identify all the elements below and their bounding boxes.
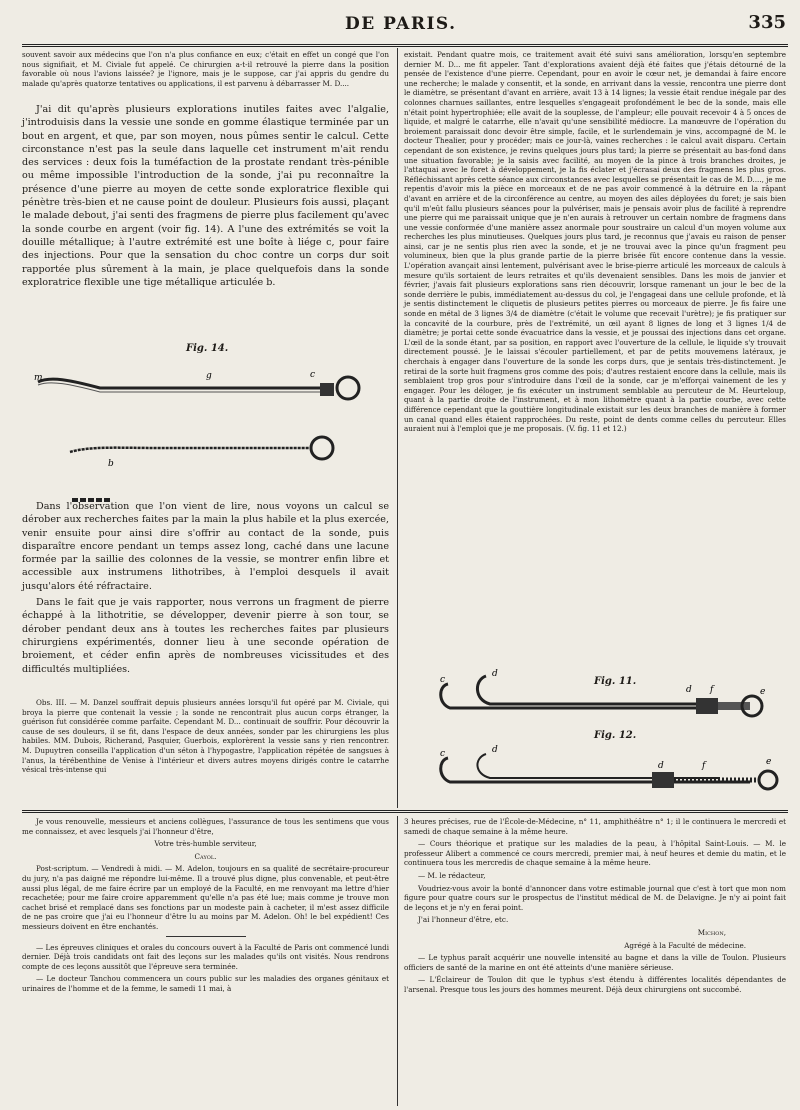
fig12-label-e: e bbox=[766, 757, 772, 767]
left-column-main bbox=[22, 103, 389, 292]
figure-11-caption: Fig. 11. bbox=[594, 676, 637, 687]
left-column-lower bbox=[22, 500, 389, 679]
figure-12-caption: Fig. 12. bbox=[594, 730, 637, 741]
left-paragraph-0: souvent savoir aux médecins que l'on n'a plus confiance en eux; c'était en effet un congé que l'on nous signifiait, et M. Civiale fut appelé. Ce chirurgien a-t-il retrouvé la pierre dans la position favorable où nous l'avions laissée? je l'ignore, mais je le suppose, car j'ai appris du gendre du malade qu'après quatorze tentatives ou applications, il est parvenu à débarrasser M. D.... bbox=[22, 50, 389, 88]
left-column-top bbox=[22, 50, 389, 91]
fig12-label-d2: d bbox=[658, 761, 664, 771]
left-paragraph-2: Dans l'observation que l'on vient de lire, nous voyons un calcul se dérober aux recherches faites par la main la plus habile et la plus exercée, venir ensuite pour ainsi dire s'offrir au contact de la sonde, puis disparaître encore pendant un temps assez long, caché dans une lacune formée par la saillie des colonnes de la vessie, se montrer enfin libre et accessible aux instrumens lithotribes, à l'emploi desquels il avait jusqu'alors été réfractaire. bbox=[22, 501, 389, 592]
left-paragraph-1: J'ai dit qu'après plusieurs explorations inutiles faites avec l'algalie, j'introduisis dans la vessie une sonde en gomme élastique terminée par un bout en argent, et que, par son moyen, nous pûmes sentir le calcul. Cette circonstance n'est pas la seule dans laquelle cet instrument m'ait rendu des services : deux fois la tuméfaction de la prostate rendant très-pénible ou même impossible l'introduction de la sonde, j'ai pu reconnaître la présence d'une pierre au moyen de cette sonde exploratrice flexible qui pénètre très-bien et ne cause point de douleur. Plusieurs fois aussi, plaçant le malade debout, j'ai senti des fragmens de pierre plus facilement qu'avec la sonde courbe en argent (voir fig. 14). A l'une des extrémités se voit la douille métallique; à l'autre extrémité est une boîte à liége c, pour faire des injections. Pour que la sensation du choc contre un corps dur soit rapportée plus sûrement à la main, je place quelquefois dans la sonde exploratrice flexible une tige métallique articulée b. bbox=[22, 104, 389, 288]
bottom-left-column bbox=[22, 817, 389, 997]
fig14-label-b: b bbox=[108, 459, 114, 469]
letter-closing: Votre très-humble serviteur, bbox=[154, 839, 257, 849]
letter-body: Voudriez-vous avoir la bonté d'annoncer dans votre estimable journal que c'est à tort que mon nom figure pour quatre cours sur le prospectus de l'institut médical de M. de Delavigne. Je n'y ai point fait de leçons et je n'y en ferai point. bbox=[404, 883, 786, 912]
fig12-label-f: f bbox=[702, 761, 706, 771]
fig11-label-f: f bbox=[710, 685, 714, 695]
separator bbox=[166, 936, 246, 937]
michon-title: Agrégé à la Faculté de médecine. bbox=[624, 940, 746, 950]
news-paragraph-2: — Le docteur Tanchou commencera un cours public sur les maladies des organes génitaux et urinaires de l'homme et de la femme, le samedi 11 mai, à bbox=[22, 974, 389, 993]
right-column-main bbox=[404, 50, 786, 437]
figure-14-caption: Fig. 14. bbox=[186, 343, 229, 354]
observation-paragraph: Obs. III. — M. Danzel souffrait depuis plusieurs années lorsqu'il fut opéré par M. Civiale, qui broya la pierre que contenait la vessie ; la sonde ne rencontrait plus aucun corps étranger, la guérison fut considérée comme parfaite. Cependant M. D... continuait de souffrir. Pour découvrir la cause de ses douleurs, il se fit, dans l'espace de deux années, sonder par les chirurgiens les plus habiles. MM. Dubois, Richerand, Pasquier, Guerbois, explorèrent la vessie sans y rien rencontrer. M. Dupuytren conseilla l'application d'un séton à l'hypogastre, l'application répétée de sangsues à l'anus, la térébenthine de Venise à l'intérieur et divers autres moyens dirigés contre le catarrhe vésical très-intense qui bbox=[22, 698, 389, 775]
postscript-paragraph: Post-scriptum. — Vendredi à midi. — M. Adelon, toujours en sa qualité de secrétaire-procureur du jury, n'a pas daigné me répondre lui-même. Il a trouvé plus digne, plus convenable, et peut-être aussi plus légal, de me faire écrire par un employé de la Faculté, en me renvoyant ma lettre d'hier recachetée; pour me faire croire apparemment qu'elle n'a pas été lue; mais comme je trouve mon cachet brisé et remplacé dans ses fonctions par un modeste pain à cacheter, il m'est assez difficile de ne pas croire que j'ai eu l'honneur d'être lu au moins par M. Adelon. Oh! le bel expédient! Ces messieurs doivent en être enchantés. bbox=[22, 864, 389, 931]
page-header-title: DE PARIS. bbox=[345, 14, 457, 34]
bottom-right-column bbox=[404, 817, 786, 998]
fig11-label-d: d bbox=[492, 669, 498, 679]
letter-salutation: — M. le rédacteur, bbox=[418, 870, 486, 880]
eclaireur-paragraph: — L'Éclaireur de Toulon dit que le typhus s'est étendu à différentes localités dépendantes de l'arsenal. Presque tous les jours des hommes meurent. Déjà deux chirurgiens ont succombé. bbox=[404, 975, 786, 994]
fig14-label-c: c bbox=[310, 370, 316, 380]
fig12-label-c: c bbox=[440, 749, 446, 759]
section-rule bbox=[22, 810, 788, 813]
dermatology-course-paragraph: — Cours théorique et pratique sur les maladies de la peau, à l'hôpital Saint-Louis. — M. le professeur Alibert a commencé ce cours mercredi, premier mai, à neuf heures et demie du matin, et le continuera tous les mercredis de chaque semaine à la même heure. bbox=[404, 839, 786, 868]
news-paragraph-1: — Les épreuves cliniques et orales du concours ouvert à la Faculté de Paris ont commencé lundi dernier. Déjà trois candidats ont fait des leçons sur les malades qu'ils ont visités. Nous rendrons compte de ces leçons aussitôt que l'épreuve sera terminée. bbox=[22, 942, 389, 971]
fig14-label-m: m bbox=[34, 373, 43, 383]
letter-closing-paragraph: Je vous renouvelle, messieurs et anciens collègues, l'assurance de tous les sentimens que vous me connaissez, et avec lesquels j'ai l'honneur d'être, bbox=[22, 817, 389, 836]
left-column-observation bbox=[22, 698, 389, 778]
michon-signature: Michon, bbox=[697, 927, 726, 937]
fig14-label-g: g bbox=[206, 371, 212, 381]
right-paragraph-0: existait. Pendant quatre mois, ce traitement avait été suivi sans amélioration, lorsqu'en septembre dernier M. D... me fit appeler. Tant d'explorations avaient déjà été faites que j'étais détourné de la pensée de l'existence d'une pierre. Cependant, pour en avoir le cœur net, je demandai à faire encore une recherche; le malade y consentit, et la sonde, en arrivant dans la vessie, rencontra une pierre dont le diamètre, se présentant d'avant en arrière, avait 13 à 14 lignes; la vessie était rendue inégale par des colonnes charnues saillantes, entre lesquelles s'engageait profondément le bec de la sonde, mais elle n'était point hypertrophiée; elle avait de la souplesse, de l'ampleur; elle pouvait recevoir 4 à 5 onces de liquide, et malgré le catarrhe, elle n'avait qu'une sensibilité médiocre. La manœuvre de l'opération du broiement paraissait donc devoir être simple, facile, et le surlendemain je vins, accompagné de M. le docteur Thealier, pour y procéder; mais ce jour-là, vaines recherches : le calcul avait disparu. Certain cependant de son existence, je revins quelques jours plus tard; la pierre se présentait au bas-fond dans une situation favorable; je la saisis avec facilité, au moyen de la pince à trois branches droites, je l'attaquai avec le foret à développement, je la fis éclater et j'écrasai deux des fragmens les plus gros. Réfléchissant après cette séance aux circonstances avec lesquelles se présentait le cas de M. D...., je me repentis d'avoir mis la pièce en morceaux et de ne pas avoir commencé à la détruire en la râpant d'avant en arrière et de la circonférence au centre, au moyen des ailes déployées du foret; je sais bien qu'il m'eût fallu plusieurs séances pour la pulvériser, mais je pensais avoir plus de facilité à reprendre une pierre qui me paraissait unique que je n'en aurais à retrouver un certain nombre de fragmens dans une vessie conformée d'une manière assez anormale pour soustraire un calcul d'un moyen volume aux recherches les plus minutieuses. Quelques jours plus tard, je reconnus que j'avais eu raison de penser ainsi, car je ne sentis plus rien avec la sonde, et je ne trouvai avec la pince qu'un fragment peu volumineux, bien que la plus grande partie de la pierre brisée fût encore contenue dans la vessie. L'opération avançait ainsi lentement, pulvérisant avec le brise-pierre articulé les morceaux de calculs à mesure qu'ils sortaient de leurs retraites et qu'ils devenaient sensibles. Dans les mois de janvier et février, j'avais fait plusieurs explorations sans rien découvrir, lorsque ramenant un jour le bec de la sonde derrière le pubis, immédiatement au-dessus du col, je l'engageai dans une cellule profonde, et là je sentis distinctement le cliquetis de plusieurs petites pierres ou morceaux de pierre. Je fis faire une sonde en métal de 3 lignes 3/4 de diamètre (c'était le volume que recevait l'urètre); je fis pratiquer sur la concavité de la courbure, près de l'extrémité, un œil ayant 8 lignes de long et 3 lignes 1/4 de diamètre; je portai cette sonde évacuatrice dans la vessie, et je poussai des injections dans cet organe. L'œil de la sonde étant, par sa position, en rapport avec l'ouverture de la cellule, le liquide s'y trouvait directement poussé. Je le laissai s'écouler partiellement, et par de petits mouvemens latéraux, je cherchais à engager dans l'ouverture de la sonde les corps durs, que je sentais très-distinctement. Je retirai de la sorte huit fragmens gros comme des pois; d'autres restaient encore dans la cellule, mais ils semblaient trop gros pour s'introduire dans l'œil de la sonde, car je m'efforçai vainement de les y engager. Pour les déloger, je fis exécuter un instrument semblable au percuteur de M. Heurteloup, quant à la partie droite de l'instrument, et à mon lithomètre quant à la partie courbe, avec cette différence cependant que la gouttière longitudinale existait sur les deux branches de manière à former un canal quand elles étaient rapprochées. Du reste, point de dents comme celles du percuteur. Elles auraient nui à l'emploi que je me proposais. (V. fig. 11 et 12.) bbox=[404, 50, 786, 434]
bottom-column-divider bbox=[397, 816, 398, 1106]
letter-signature: Cayol. bbox=[194, 851, 217, 861]
fig11-label-d2: d bbox=[686, 685, 692, 695]
fig11-label-e: e bbox=[760, 687, 766, 697]
fig12-label-d: d bbox=[492, 745, 498, 755]
left-paragraph-3: Dans le fait que je vais rapporter, nous verrons un fragment de pierre échappé à la lithotritie, se développer, devenir pierre à son tour, se dérober pendant deux ans à toutes les recherches faites par plusieurs chirurgiens expérimentés, donner lieu à une seconde opération de broiement, et céder enfin après de nombreuses vicissitudes et des difficultés multipliées. bbox=[22, 597, 389, 675]
header-rule bbox=[22, 44, 788, 47]
page-number: 335 bbox=[748, 12, 786, 33]
fig11-label-c: c bbox=[440, 675, 446, 685]
column-divider bbox=[397, 48, 398, 808]
typhus-paragraph: — Le typhus paraît acquérir une nouvelle intensité au bagne et dans la ville de Toulon. Plusieurs officiers de santé de la marine en ont été atteints d'une manière sérieuse. bbox=[404, 953, 786, 972]
course-paragraph: 3 heures précises, rue de l'École-de-Médecine, n° 11, amphithéâtre n° 1; il le continuera le mercredi et samedi de chaque semaine à la même heure. bbox=[404, 817, 786, 836]
letter-regards: J'ai l'honneur d'être, etc. bbox=[418, 915, 509, 925]
